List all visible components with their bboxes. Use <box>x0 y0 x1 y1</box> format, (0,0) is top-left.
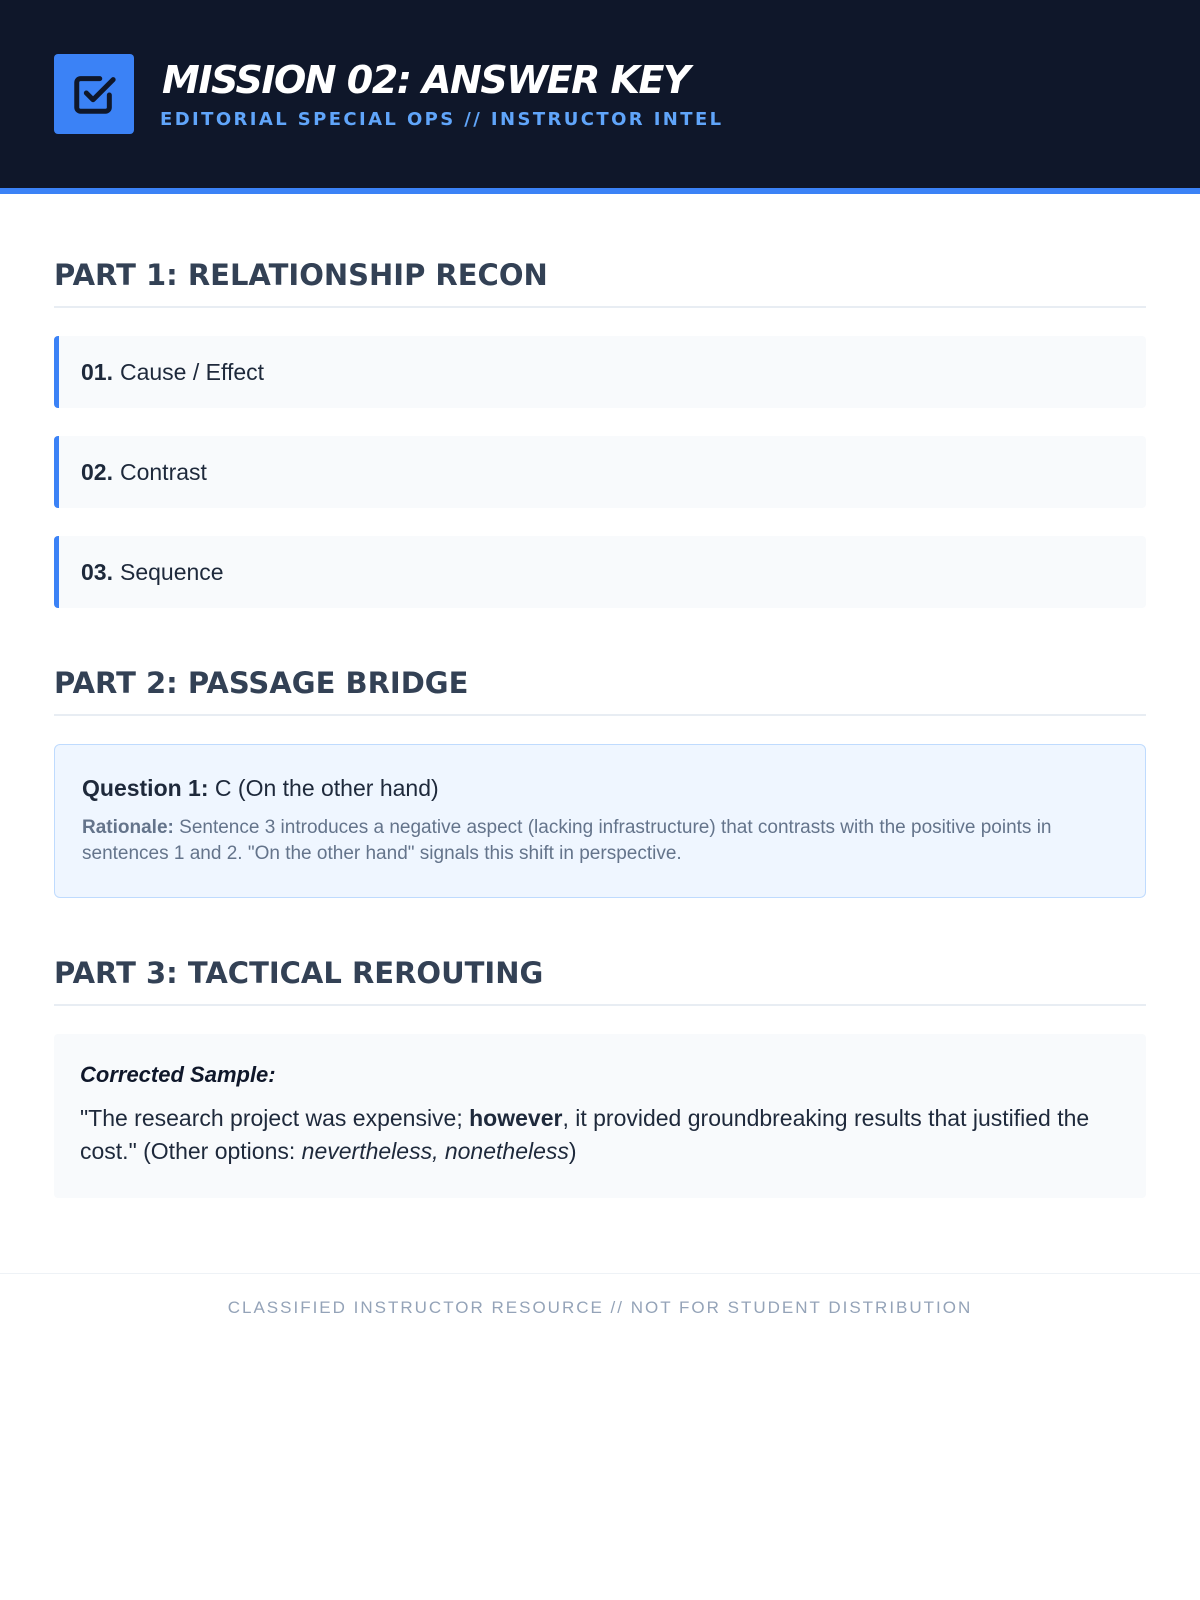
question-line <box>82 773 1118 803</box>
question-label: Question 1: <box>82 775 209 801</box>
page-subtitle: EDITORIAL SPECIAL OPS // INSTRUCTOR INTEL <box>160 109 724 130</box>
answer-key-content <box>0 244 1200 1198</box>
corrected-sample-box <box>54 1034 1146 1198</box>
sample-keyword: however <box>469 1105 563 1131</box>
part1-answer-list <box>54 336 1146 608</box>
section-title-part2: PART 2: PASSAGE BRIDGE <box>54 652 1146 716</box>
checkbox-check-icon <box>71 71 117 117</box>
answer-text: Contrast <box>119 458 207 485</box>
sample-text-start: "The research project was expensive; <box>80 1105 470 1131</box>
sample-options: nevertheless, nonetheless <box>301 1138 569 1164</box>
answer-number: 02. <box>81 458 113 485</box>
sample-text-end: ) <box>568 1138 577 1164</box>
sample-text-middle: , it provided groundbreaking results that justified the cost." (Other options: <box>80 1105 1090 1164</box>
rationale <box>82 815 1118 867</box>
answer-number: 03. <box>81 558 113 585</box>
question-answer-box <box>54 744 1146 898</box>
rationale-text: Sentence 3 introduces a negative aspect (lacking infrastructure) that contrasts with the positive points in sentences 1 and 2. "On the other hand" signals this shift in perspective. <box>82 817 1052 864</box>
sample-text <box>80 1102 1120 1168</box>
page-title: MISSION 02: ANSWER KEY <box>162 58 689 102</box>
logo-badge <box>54 54 134 134</box>
question-answer: C (On the other hand) <box>214 775 439 801</box>
rationale-label: Rationale: <box>82 817 174 838</box>
answer-number: 01. <box>81 358 113 385</box>
answer-text: Cause / Effect <box>119 358 265 385</box>
section-title-part3: PART 3: TACTICAL REROUTING <box>54 942 1146 1006</box>
answer-item <box>54 436 1146 508</box>
page-header <box>0 0 1200 194</box>
section-title-part1: PART 1: RELATIONSHIP RECON <box>54 244 1146 308</box>
sample-label: Corrected Sample: <box>80 1062 276 1087</box>
answer-item <box>54 336 1146 408</box>
page-footer: CLASSIFIED INSTRUCTOR RESOURCE // NOT FOR STUDENT DISTRIBUTION <box>0 1273 1200 1333</box>
answer-text: Sequence <box>119 558 224 585</box>
answer-item <box>54 536 1146 608</box>
